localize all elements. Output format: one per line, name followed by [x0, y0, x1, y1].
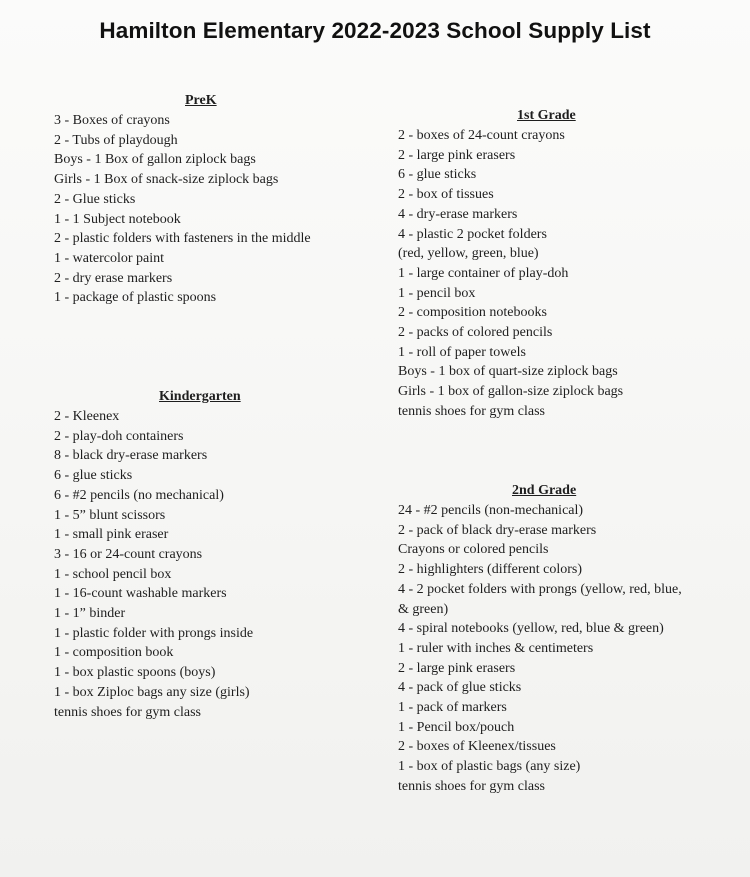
supply-list-second-grade	[398, 501, 698, 797]
list-item: 1 - 5” blunt scissors	[54, 507, 166, 523]
list-item: 2 - dry erase markers	[54, 270, 173, 286]
list-item: 1 - box of plastic bags (any size)	[398, 759, 581, 775]
list-item: Boys - 1 box of quart-size ziplock bags	[398, 364, 618, 380]
list-item: 2 - box of tissues	[398, 187, 494, 203]
section-first-grade	[398, 106, 698, 422]
list-item: 1 - small pink eraser	[54, 527, 169, 543]
list-item: Girls - 1 Box of snack-size ziplock bags	[54, 172, 279, 188]
list-item: tennis shoes for gym class	[54, 704, 201, 720]
list-item: 1 - 1” binder	[54, 606, 126, 622]
list-item: 24 - #2 pencils (non-mechanical)	[398, 503, 584, 518]
list-item: 1 - roll of paper towels	[398, 344, 526, 360]
list-item: 1 - large container of play-doh	[398, 265, 569, 281]
list-item: 2 - pack of black dry-erase markers	[398, 522, 597, 538]
list-item: tennis shoes for gym class	[398, 403, 545, 419]
list-item: Crayons or colored pencils	[398, 542, 549, 558]
list-item: 2 - large pink erasers	[398, 147, 516, 163]
list-item: 1 - Pencil box/pouch	[398, 719, 515, 735]
section-prek	[54, 91, 354, 308]
list-item: 1 - pencil box	[398, 285, 476, 301]
list-item: 1 - watercolor paint	[54, 250, 165, 266]
list-item: 2 - play-doh containers	[54, 428, 184, 444]
section-second-grade	[398, 481, 698, 797]
list-item: 2 - boxes of 24-count crayons	[398, 128, 565, 143]
list-item: 2 - Tubs of playdough	[54, 132, 178, 148]
list-item: 4 - spiral notebooks (yellow, red, blue & green)	[398, 621, 664, 637]
list-item: 1 - composition book	[54, 645, 174, 661]
list-item: 8 - black dry-erase markers	[54, 448, 208, 464]
list-item: 2 - plastic folders with fasteners in the middle	[54, 231, 311, 247]
list-item: 1 - ruler with inches & centimeters	[398, 640, 594, 656]
list-item: (red, yellow, green, blue)	[398, 246, 539, 262]
list-item: 1 - school pencil box	[54, 566, 172, 582]
section-heading-prek: PreK	[185, 93, 217, 108]
list-item: 6 - #2 pencils (no mechanical)	[54, 487, 224, 503]
list-item: 1 - box plastic spoons (boys)	[54, 665, 216, 681]
list-item: 6 - glue sticks	[398, 167, 477, 183]
list-item: 1 - plastic folder with prongs inside	[54, 625, 254, 641]
list-item: 2 - composition notebooks	[398, 305, 547, 321]
section-heading-kindergarten: Kindergarten	[159, 389, 241, 404]
list-item: Boys - 1 Box of gallon ziplock bags	[54, 152, 256, 168]
list-item: 3 - Boxes of crayons	[54, 113, 170, 128]
supply-list-kindergarten	[54, 407, 354, 722]
list-item: 2 - Kleenex	[54, 409, 120, 424]
list-item: 2 - large pink erasers	[398, 660, 516, 676]
supply-list-prek	[54, 111, 354, 308]
list-item: 1 - box Ziploc bags any size (girls)	[54, 684, 250, 700]
list-item: tennis shoes for gym class	[398, 778, 545, 794]
section-heading-first-grade: 1st Grade	[517, 108, 576, 123]
list-item: Girls - 1 box of gallon-size ziplock bags	[398, 384, 624, 400]
list-item: 4 - 2 pocket folders with prongs (yellow, red, blue, & green)	[398, 581, 682, 617]
section-heading-second-grade: 2nd Grade	[512, 483, 577, 498]
list-item: 2 - highlighters (different colors)	[398, 562, 583, 578]
section-kindergarten	[54, 387, 354, 722]
list-item: 1 - package of plastic spoons	[54, 290, 217, 306]
list-item: 2 - packs of colored pencils	[398, 325, 553, 341]
page-title: Hamilton Elementary 2022-2023 School Supply List	[99, 18, 651, 43]
list-item: 2 - Glue sticks	[54, 191, 136, 207]
list-item: 1 - pack of markers	[398, 700, 507, 716]
list-item: 4 - pack of glue sticks	[398, 680, 522, 696]
list-item: 1 - 16-count washable markers	[54, 586, 227, 602]
list-item: 4 - dry-erase markers	[398, 206, 518, 222]
supply-list-first-grade	[398, 126, 698, 422]
list-item: 3 - 16 or 24-count crayons	[54, 546, 203, 562]
list-item: 1 - 1 Subject notebook	[54, 211, 181, 227]
list-item: 6 - glue sticks	[54, 468, 133, 484]
list-item: 4 - plastic 2 pocket folders	[398, 226, 547, 242]
list-item: 2 - boxes of Kleenex/tissues	[398, 739, 556, 755]
